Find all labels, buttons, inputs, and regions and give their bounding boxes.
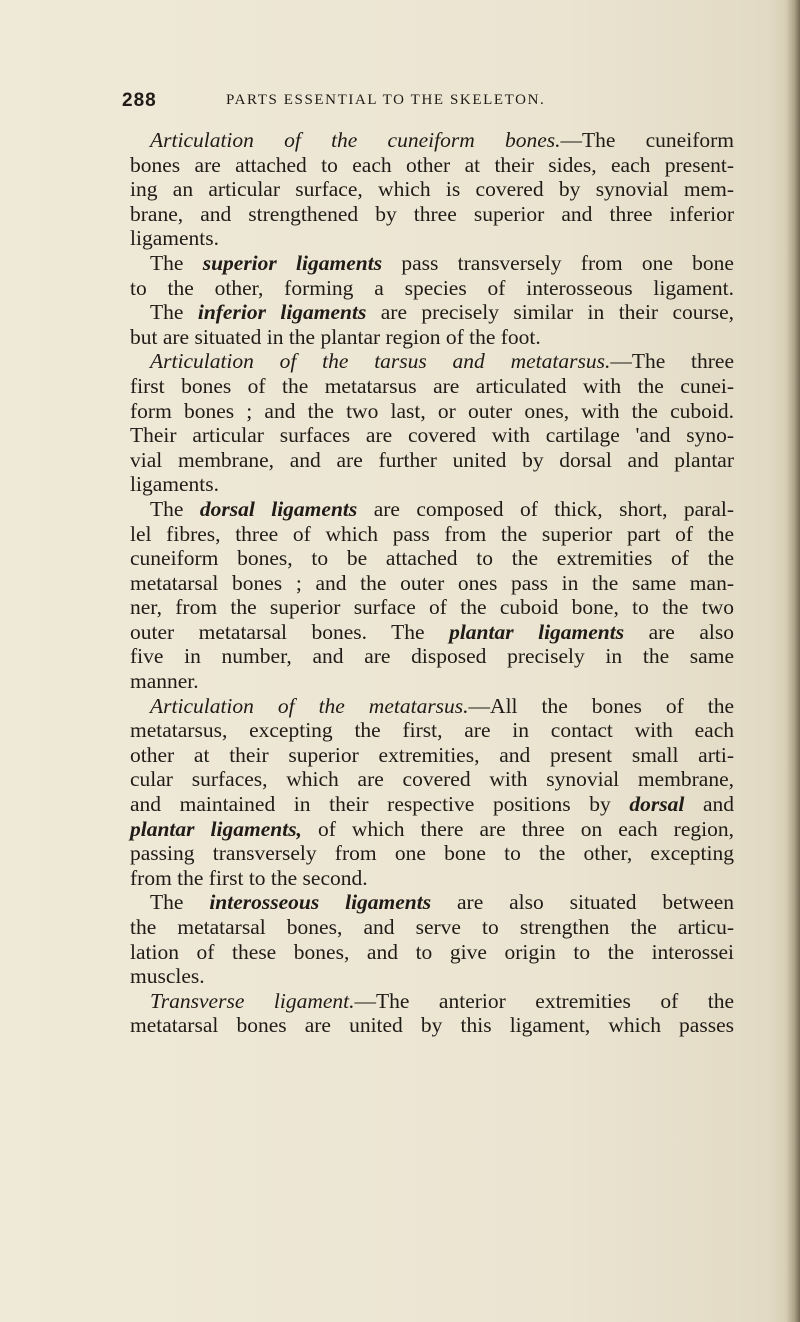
- running-head: [122, 90, 722, 114]
- text-run: metatarsal bones ; and the outer ones pass in the same man-: [130, 570, 734, 595]
- text-line: [130, 448, 734, 473]
- text-run: —The three: [610, 349, 734, 374]
- italic-heading: Transverse ligament.: [150, 988, 355, 1013]
- text-line: [130, 546, 734, 571]
- text-run: lel fibres, three of which pass from the superior part of the: [130, 521, 734, 546]
- emphasized-term: plantar ligaments: [449, 619, 625, 644]
- text-run: bones are attached to each other at their sides, each present-: [130, 152, 734, 177]
- text-run: ligaments.: [130, 226, 219, 251]
- text-line: [130, 792, 734, 817]
- text-run: first bones of the metatarsus are articulated with the cunei-: [130, 373, 734, 398]
- italic-heading: Articulation of the cuneiform bones.: [150, 128, 561, 152]
- text-line: [130, 817, 734, 842]
- text-line: [130, 251, 734, 276]
- text-run: from the first to the second.: [130, 865, 368, 890]
- text-run: are precisely similar in their course,: [366, 300, 734, 325]
- text-run: are also situated between: [431, 890, 734, 915]
- text-run: five in number, and are disposed precisely in the same: [130, 644, 734, 669]
- text-run: to the other, forming a species of interosseous ligament.: [130, 275, 734, 300]
- text-run: pass transversely from one bone: [382, 250, 734, 275]
- text-run: other at their superior extremities, and present small arti-: [130, 742, 734, 767]
- text-run: passing transversely from one bone to the other, excepting: [130, 841, 734, 866]
- text-line: [130, 571, 734, 596]
- text-run: form bones ; and the two last, or outer ones, with the cuboid.: [130, 398, 734, 423]
- text-line: [130, 522, 734, 547]
- text-line: [130, 497, 734, 522]
- page-edge-shadow: [786, 0, 800, 1322]
- text-run: ligaments.: [130, 472, 219, 497]
- text-line: [130, 915, 734, 940]
- text-run: —The cuneiform: [560, 128, 734, 152]
- text-line: [130, 1013, 734, 1038]
- text-run: Their articular surfaces are covered with cartilage 'and syno-: [130, 423, 734, 448]
- text-run: cuneiform bones, to be attached to the extremities of the: [130, 546, 734, 571]
- text-line: [130, 866, 734, 891]
- text-run: but are situated in the plantar region of the foot.: [130, 324, 541, 349]
- text-line: [130, 841, 734, 866]
- italic-heading: Articulation of the metatarsus.: [150, 693, 469, 718]
- text-line: [130, 989, 734, 1014]
- text-line: [130, 325, 734, 350]
- page-number: 288: [122, 90, 157, 111]
- text-run: lation of these bones, and to give origin to the interossei: [130, 939, 734, 964]
- text-line: [130, 644, 734, 669]
- body-text: [130, 128, 734, 1038]
- text-run: ner, from the superior surface of the cuboid bone, to the two: [130, 595, 734, 620]
- text-line: [130, 940, 734, 965]
- text-run: manner.: [130, 669, 199, 694]
- text-line: [130, 349, 734, 374]
- text-run: metatarsus, excepting the first, are in contact with each: [130, 718, 734, 743]
- text-run: cular surfaces, which are covered with synovial membrane,: [130, 767, 734, 792]
- italic-heading: Articulation of the tarsus and metatarsus.: [150, 349, 611, 374]
- text-line: [130, 718, 734, 743]
- text-line: [130, 472, 734, 497]
- text-run: muscles.: [130, 964, 205, 989]
- text-line: [130, 767, 734, 792]
- text-run: —All the bones of the: [468, 693, 734, 718]
- running-title: PARTS ESSENTIAL TO THE SKELETON.: [226, 92, 546, 108]
- emphasized-term: inferior ligaments: [197, 300, 367, 325]
- text-line: [130, 300, 734, 325]
- text-line: [130, 202, 734, 227]
- emphasized-term: dorsal: [629, 792, 685, 817]
- text-run: vial membrane, and are further united by dorsal and plantar: [130, 447, 734, 472]
- text-run: The: [150, 496, 200, 521]
- text-line: [130, 595, 734, 620]
- text-line: [130, 276, 734, 301]
- text-line: [130, 694, 734, 719]
- text-line: [130, 226, 734, 251]
- text-line: [130, 399, 734, 424]
- emphasized-term: plantar ligaments,: [130, 816, 302, 841]
- text-run: outer metatarsal bones. The: [130, 619, 450, 644]
- text-line: [130, 423, 734, 448]
- text-run: brane, and strengthened by three superior and three inferior: [130, 201, 734, 226]
- text-run: of which there are three on each region,: [301, 816, 734, 841]
- text-line: [130, 669, 734, 694]
- text-line: [130, 890, 734, 915]
- text-run: —The anterior extremities of the: [354, 988, 734, 1013]
- text-line: [130, 743, 734, 768]
- text-run: The: [150, 300, 198, 325]
- text-line: [130, 620, 734, 645]
- text-run: ing an articular surface, which is covered by synovial mem-: [130, 177, 734, 202]
- text-run: The: [150, 890, 210, 915]
- text-run: are composed of thick, short, paral-: [357, 496, 735, 521]
- text-run: and: [684, 792, 734, 817]
- text-run: The: [150, 250, 203, 275]
- emphasized-term: dorsal ligaments: [199, 496, 358, 521]
- text-line: [130, 153, 734, 178]
- emphasized-term: interosseous ligaments: [209, 890, 432, 915]
- text-run: metatarsal bones are united by this ligament, which passes: [130, 1013, 734, 1038]
- emphasized-term: superior ligaments: [202, 250, 383, 275]
- text-line: [130, 374, 734, 399]
- text-line: [130, 964, 734, 989]
- text-line: [130, 177, 734, 202]
- text-run: the metatarsal bones, and serve to strengthen the articu-: [130, 915, 734, 939]
- text-run: and maintained in their respective positions by: [130, 792, 630, 817]
- text-line: [130, 128, 734, 153]
- text-run: are also: [624, 619, 734, 644]
